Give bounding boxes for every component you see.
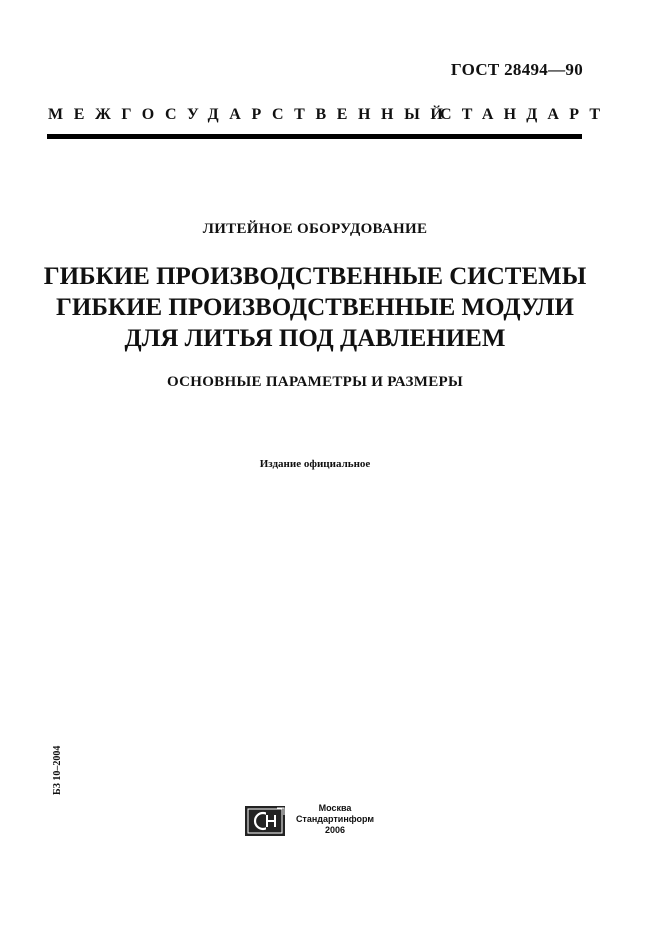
main-title-line: ГИБКИЕ ПРОИЗВОДСТВЕННЫЕ СИСТЕМЫ bbox=[43, 263, 587, 290]
standard-type-label: МЕЖГОСУДАРСТВЕННЫЙ bbox=[48, 106, 454, 123]
edition-label: Издание официальное bbox=[259, 458, 371, 470]
publisher-year: 2006 bbox=[324, 825, 346, 835]
standartinform-logo-icon bbox=[245, 806, 285, 836]
gost-number: ГОСТ 28494—90 bbox=[450, 60, 583, 79]
category-title: ЛИТЕЙНОЕ ОБОРУДОВАНИЕ bbox=[202, 221, 428, 237]
standard-type-label-right: СТАНДАРТ bbox=[440, 106, 611, 123]
publisher-name: Стандартинформ bbox=[295, 814, 375, 824]
main-title bbox=[0, 261, 630, 354]
publisher-imprint bbox=[292, 803, 378, 836]
main-title-line: ГИБКИЕ ПРОИЗВОДСТВЕННЫЕ МОДУЛИ bbox=[56, 294, 574, 321]
side-code: БЗ 10–2004 bbox=[52, 745, 63, 795]
header-divider bbox=[47, 134, 582, 139]
publisher-city: Москва bbox=[318, 803, 352, 813]
subtitle: ОСНОВНЫЕ ПАРАМЕТРЫ И РАЗМЕРЫ bbox=[166, 374, 464, 390]
main-title-line: ДЛЯ ЛИТЬЯ ПОД ДАВЛЕНИЕМ bbox=[124, 325, 506, 352]
